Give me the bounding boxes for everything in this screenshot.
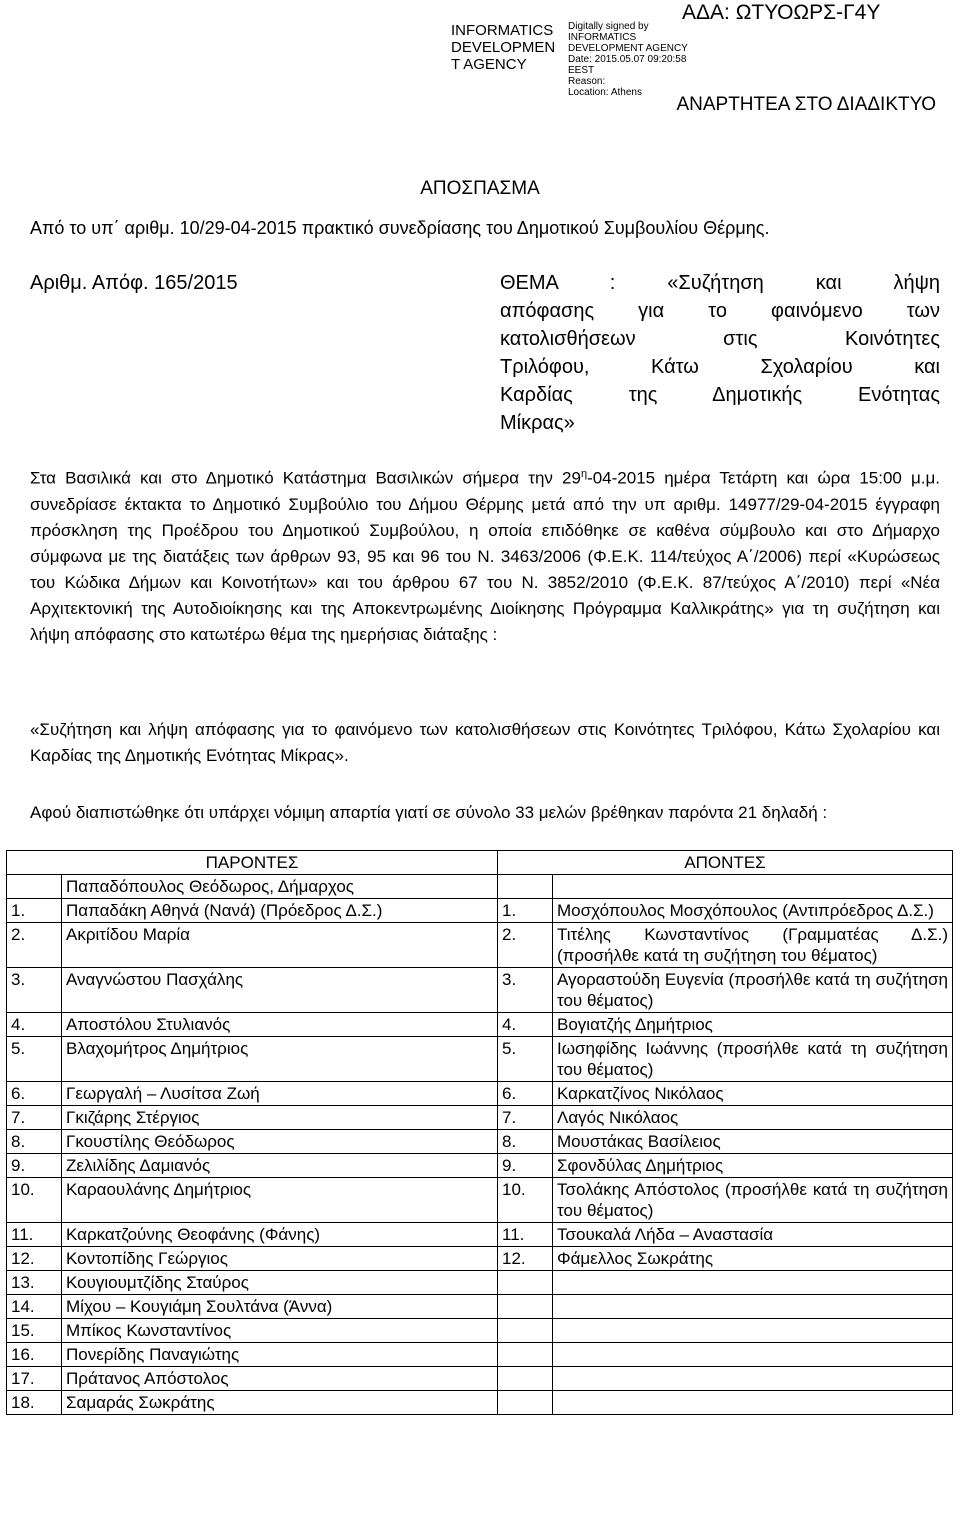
table-row <box>7 1391 953 1415</box>
table-row <box>7 1343 953 1367</box>
present-number: 9. <box>7 1154 62 1178</box>
absent-member: Σφονδύλας Δημήτριος <box>553 1154 953 1178</box>
present-number: 17. <box>7 1367 62 1391</box>
present-number: 5. <box>7 1037 62 1082</box>
present-member: Μπίκος Κωνσταντίνος <box>62 1319 498 1343</box>
absent-number: 3. <box>498 968 553 1013</box>
subject-block <box>500 269 940 437</box>
present-member: Αναγνώστου Πασχάλης <box>62 968 498 1013</box>
table-row <box>7 899 953 923</box>
absent-number: 1. <box>498 899 553 923</box>
absent-member: Ιωσηφίδης Ιωάννης (προσήλθε κατά τη συζήτηση του θέματος) <box>553 1037 953 1082</box>
absent-member <box>553 1271 953 1295</box>
present-number: 14. <box>7 1295 62 1319</box>
present-number: 13. <box>7 1271 62 1295</box>
present-member: Σαμαράς Σωκράτης <box>62 1391 498 1415</box>
attendance-table <box>6 850 953 1415</box>
subject-line: κατολισθήσεων στις Κοινότητες <box>500 328 940 350</box>
present-member: Ζελιλίδης Δαμιανός <box>62 1154 498 1178</box>
absent-member <box>553 1295 953 1319</box>
table-row <box>7 968 953 1013</box>
absent-number: 6. <box>498 1082 553 1106</box>
table-row <box>7 1319 953 1343</box>
present-member: Πονερίδης Παναγιώτης <box>62 1343 498 1367</box>
present-member: Καραουλάνης Δημήτριος <box>62 1178 498 1223</box>
posted-online-label: ΑΝΑΡΤΗΤΕΑ ΣΤΟ ΔΙΑΔΙΚΤΥΟ <box>676 94 936 115</box>
present-number: 1. <box>7 899 62 923</box>
subject-line: ΘΕΜΑ : «Συζήτηση και λήψη <box>500 272 940 294</box>
present-member: Γεωργαλή – Λυσίτσα Ζωή <box>62 1082 498 1106</box>
table-row <box>7 1295 953 1319</box>
absent-member <box>553 1391 953 1415</box>
absent-member: Καρκατζίνος Νικόλαος <box>553 1082 953 1106</box>
table-row <box>7 1154 953 1178</box>
present-member: Κοντοπίδης Γεώργιος <box>62 1247 498 1271</box>
present-number: 16. <box>7 1343 62 1367</box>
table-row <box>7 1223 953 1247</box>
present-number: 12. <box>7 1247 62 1271</box>
present-number: 2. <box>7 923 62 968</box>
present-member: Πράτανος Απόστολος <box>62 1367 498 1391</box>
present-number: 6. <box>7 1082 62 1106</box>
table-row <box>7 1178 953 1223</box>
signature-organization <box>451 22 555 73</box>
table-row <box>7 1082 953 1106</box>
absent-number: 5. <box>498 1037 553 1082</box>
absent-number: 8. <box>498 1130 553 1154</box>
signature-organization-line: T AGENCY <box>451 56 527 73</box>
present-number: 10. <box>7 1178 62 1223</box>
absent-member: Αγοραστούδη Ευγενία (προσήλθε κατά τη συζήτηση του θέματος) <box>553 968 953 1013</box>
source-line: Από το υπ΄ αριθμ. 10/29-04-2015 πρακτικό συνεδρίασης του Δημοτικού Συμβουλίου Θέρμης. <box>30 218 770 238</box>
signature-detail-line: EEST <box>568 65 595 76</box>
absent-number: 4. <box>498 1013 553 1037</box>
present-number: 18. <box>7 1391 62 1415</box>
present-number: 15. <box>7 1319 62 1343</box>
present-number: 8. <box>7 1130 62 1154</box>
absent-number: 10. <box>498 1178 553 1223</box>
absent-header: ΑΠΟΝΤΕΣ <box>498 851 953 875</box>
attendance-header-row <box>7 851 953 875</box>
present-member: Παπαδάκη Αθηνά (Νανά) (Πρόεδρος Δ.Σ.) <box>62 899 498 923</box>
present-number: 7. <box>7 1106 62 1130</box>
absent-member <box>553 1319 953 1343</box>
absent-member <box>553 1367 953 1391</box>
present-member: Βλαχομήτρος Δημήτριος <box>62 1037 498 1082</box>
quorum-text: Αφού διαπιστώθηκε ότι υπάρχει νόμιμη απαρτία γιατί σε σύνολο 33 μελών βρέθηκαν παρόντα 21 δηλαδή : <box>30 803 828 822</box>
subject-line: Μίκρας» <box>500 412 575 434</box>
signature-detail-line: INFORMATICS <box>568 32 637 43</box>
body-paragraph-text: Στα Βασιλικά και στο Δημοτικό Κατάστημα Βασιλικών σήμερα την 29 <box>30 468 581 488</box>
present-number: 11. <box>7 1223 62 1247</box>
absent-number <box>498 1271 553 1295</box>
absent-member: Τσουκαλά Λήδα – Αναστασία <box>553 1223 953 1247</box>
present-number: 4. <box>7 1013 62 1037</box>
signature-detail-line: Reason: <box>568 76 606 87</box>
body-paragraph <box>30 461 940 648</box>
present-member: Αποστόλου Στυλιανός <box>62 1013 498 1037</box>
present-member: Γκιζάρης Στέργιος <box>62 1106 498 1130</box>
absent-number: 2. <box>498 923 553 968</box>
agenda-item: «Συζήτηση και λήψη απόφασης για το φαινόμενο των κατολισθήσεων στις Κοινότητες Τριλόφου, Κάτω Σχολαρίου και Καρδίας της Δημοτικής Ενότητας Μίκρας». <box>30 720 940 765</box>
absent-member: Φάμελλος Σωκράτης <box>553 1247 953 1271</box>
subject-line: απόφασης για το φαινόμενο των <box>500 300 940 322</box>
signature-detail-line: DEVELOPMENT AGENCY <box>568 43 688 54</box>
present-member: Καρκατζούνης Θεοφάνης (Φάνης) <box>62 1223 498 1247</box>
signature-detail-line: Digitally signed by <box>568 21 649 32</box>
absent-number <box>498 1343 553 1367</box>
present-header: ΠΑΡΟΝΤΕΣ <box>7 851 498 875</box>
absent-number <box>498 1367 553 1391</box>
absent-number: 11. <box>498 1223 553 1247</box>
table-row <box>7 1130 953 1154</box>
table-row <box>7 1106 953 1130</box>
signature-details <box>568 21 688 98</box>
signature-detail-line: Location: Athens <box>568 87 642 98</box>
document-title: ΑΠΟΣΠΑΣΜΑ <box>420 178 540 199</box>
table-row <box>7 1013 953 1037</box>
signature-organization-line: INFORMATICS <box>451 22 554 39</box>
absent-member: Μοσχόπουλος Μοσχόπουλος (Αντιπρόεδρος Δ.Σ.) <box>553 899 953 923</box>
decision-number: Αριθμ. Απόφ. 165/2015 <box>30 272 238 294</box>
absent-number: 9. <box>498 1154 553 1178</box>
table-row <box>7 1247 953 1271</box>
table-row <box>7 1037 953 1082</box>
present-member: Γκουστίλης Θεόδωρος <box>62 1130 498 1154</box>
present-member: Μίχου – Κουγιάμη Σουλτάνα (Άννα) <box>62 1295 498 1319</box>
absent-number: 7. <box>498 1106 553 1130</box>
present-member: Ακριτίδου Μαρία <box>62 923 498 968</box>
absent-member: Τσολάκης Απόστολος (προσήλθε κατά τη συζήτηση του θέματος) <box>553 1178 953 1223</box>
absent-number: 12. <box>498 1247 553 1271</box>
mayor-name: Παπαδόπουλος Θεόδωρος, Δήμαρχος <box>62 875 498 899</box>
absent-number <box>498 1295 553 1319</box>
signature-detail-line: Date: 2015.05.07 09:20:58 <box>568 54 687 65</box>
table-row <box>7 923 953 968</box>
body-paragraph-text-continued: -04-2015 ημέρα Τετάρτη και ώρα 15:00 μ.μ. συνεδρίασε έκτακτα το Δημοτικό Συμβούλιο του Δήμου Θέρμης μετά από την υπ αριθμ. 14977/29-04-2015 έγγραφη πρόσκληση της Προέδρου του Δημοτικού Συμβούλου, η οποία επιδόθηκε σε καθένα σύμβουλο και στο Δήμαρχο σύμφωνα με της διατάξεις των άρθρων 93, 95 και 96 του Ν. 3463/2006 (Φ.Ε.Κ. 114/τεύχος Α΄/2006) περί «Κυρώσεως του Κώδικα Δήμων και Κοινοτήτων» και του άρθρου 67 του Ν. 3852/2010 (Φ.Ε.Κ. 87/τεύχος Α΄/2010) περί «Νέα Αρχιτεκτονική της Αυτοδιοίκησης και της Αποκεντρωμένης Διοίκησης Πρόγραμμα Καλλικράτης» για τη συζήτηση και λήψη απόφασης στο κατωτέρω θέμα της ημερήσιας διάταξης : <box>30 468 940 644</box>
absent-number <box>498 1391 553 1415</box>
subject-line: Καρδίας της Δημοτικής Ενότητας <box>500 384 940 406</box>
absent-member: Λαγός Νικόλαος <box>553 1106 953 1130</box>
table-row <box>7 1271 953 1295</box>
mayor-row <box>7 875 953 899</box>
absent-member <box>553 1343 953 1367</box>
ada-code: ΑΔΑ: ΩΤΥΟΩΡΣ-Γ4Υ <box>682 1 881 24</box>
absent-number <box>498 1319 553 1343</box>
subject-line: Τριλόφου, Κάτω Σχολαρίου και <box>500 356 940 378</box>
table-row <box>7 1367 953 1391</box>
ordinal-superscript: η <box>580 468 588 480</box>
present-member: Κουγιουμτζίδης Σταύρος <box>62 1271 498 1295</box>
absent-member: Βογιατζής Δημήτριος <box>553 1013 953 1037</box>
absent-member: Τιτέλης Κωνσταντίνος (Γραμματέας Δ.Σ.) (προσήλθε κατά τη συζήτηση του θέματος) <box>553 923 953 968</box>
signature-organization-line: DEVELOPMEN <box>451 39 556 56</box>
absent-member: Μουστάκας Βασίλειος <box>553 1130 953 1154</box>
present-number: 3. <box>7 968 62 1013</box>
